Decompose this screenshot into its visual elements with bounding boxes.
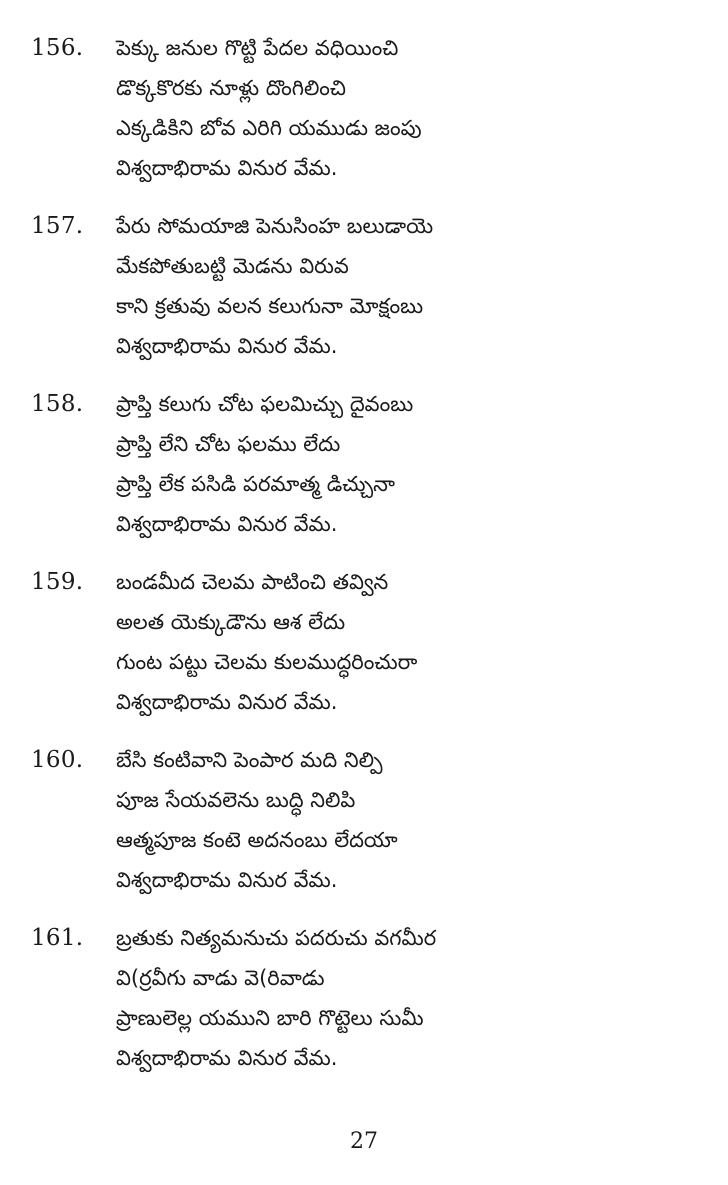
verse-161 (0, 918, 728, 1096)
verse-refrain: విశ్వదాభిరామ వినుర వేమ. (116, 512, 338, 536)
verse-refrain: విశ్వదాభిరామ వినుర వేమ. (116, 156, 338, 180)
verse-refrain: విశ్వదాభిరామ వినుర వేమ. (116, 690, 338, 714)
verse-number: 159. (31, 569, 84, 595)
verse-line: ప్రాప్తి లేక పసిడి పరమాత్మ డిచ్చునా (116, 472, 395, 496)
verse-160 (0, 740, 728, 918)
verse-line: గుంట పట్టు చెలమ కులముద్ధరించురా (116, 650, 418, 674)
verse-line: బండమీద చెలమ పాటించి తవ్విన (116, 570, 389, 594)
verse-line: కాని క్రతువు వలన కలుగునా మోక్షంబు (116, 294, 424, 318)
verse-line: డొక్కకొరకు నూళ్లు దొంగిలించి (116, 76, 346, 100)
verse-159 (0, 562, 728, 740)
verse-refrain: విశ్వదాభిరామ వినుర వేమ. (116, 334, 338, 358)
verse-lines (116, 384, 706, 544)
verse-156 (0, 28, 728, 206)
verse-line: మేకపోతుబట్టి మెడను విరువ (116, 254, 349, 278)
verse-lines (116, 562, 706, 722)
verse-line: ప్రాప్తి లేని చోట ఫలము లేదు (116, 432, 341, 456)
verse-number: 158. (31, 391, 84, 417)
verse-lines (116, 918, 706, 1078)
verse-line: ప్రాణులెల్ల యముని బారి గొట్టెలు సుమీ (116, 1006, 424, 1030)
verse-number: 156. (31, 35, 84, 61)
verse-lines (116, 28, 706, 188)
page-number: 27 (350, 1129, 378, 1154)
verse-line: బేసి కంటివాని పెంపార మది నిల్పి (116, 748, 383, 772)
verse-157 (0, 206, 728, 384)
verse-refrain: విశ్వదాభిరామ వినుర వేమ. (116, 868, 338, 892)
verse-line: వి(ర్రవీగు వాడు వె(రివాడు (116, 966, 325, 990)
verse-line: పూజ సేయవలెను బుద్ధి నిలిపి (116, 788, 356, 812)
verse-line: ఎక్కడికిని బోవ ఎరిగి యముడు జంపు (116, 116, 422, 140)
verse-line: ప్రాప్తి కలుగు చోట ఫలమిచ్చు దైవంబు (116, 392, 414, 416)
verse-lines (116, 206, 706, 366)
verse-line: అలత యెక్కుడౌను ఆశ లేదు (116, 610, 346, 634)
verse-number: 157. (31, 213, 84, 239)
verse-line: పేరు సోమయాజి పెనుసింహ బలుడాయె (116, 214, 434, 238)
verse-number: 160. (31, 747, 84, 773)
verse-list (0, 28, 728, 1096)
verse-line: పెక్కు జనుల గొట్టి పేదల వధియించి (116, 36, 399, 60)
verse-lines (116, 740, 706, 900)
verse-158 (0, 384, 728, 562)
verse-line: ఆత్మపూజ కంటె అదనంబు లేదయా (116, 828, 398, 852)
verse-line: బ్రతుకు నిత్యమనుచు పదరుచు వగమీర (116, 926, 437, 950)
verse-number: 161. (31, 925, 84, 951)
verse-refrain: విశ్వదాభిరామ వినుర వేమ. (116, 1046, 338, 1070)
